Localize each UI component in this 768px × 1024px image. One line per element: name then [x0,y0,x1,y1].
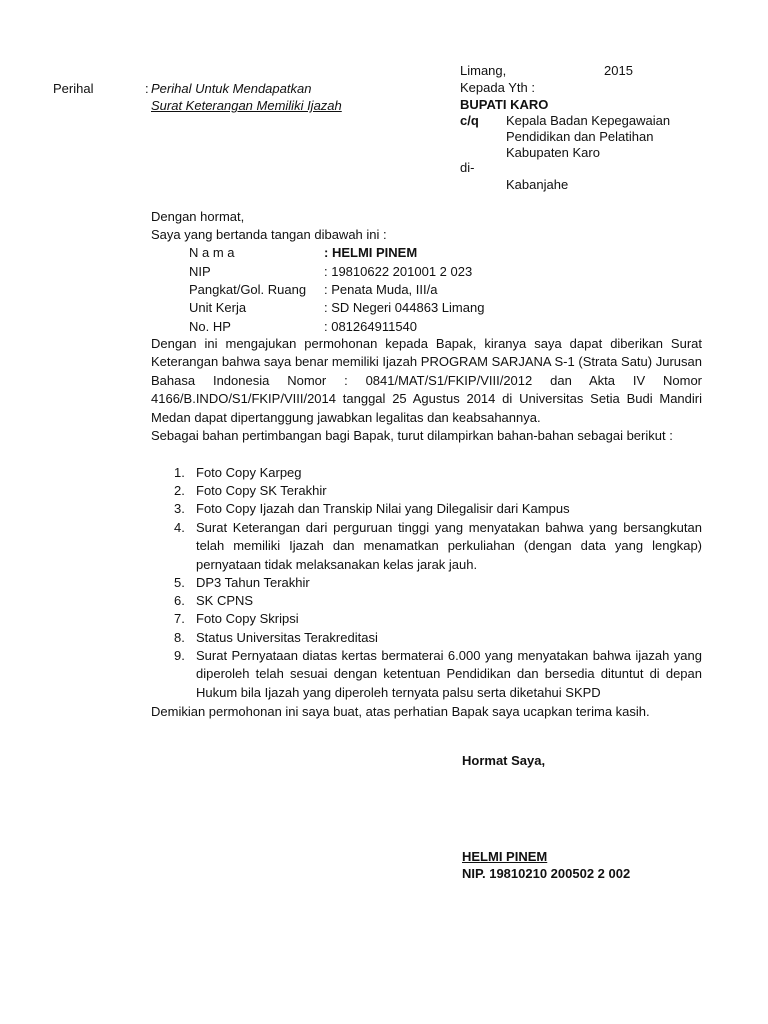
cq-label: c/q [460,113,479,128]
list-number: 4. [174,520,185,535]
field-label: NIP [189,264,211,279]
field-value: : Penata Muda, III/a [324,282,438,297]
paragraph-request: Dengan ini mengajukan permohonan kepada Bapak, kiranya saya dapat diberikan Surat Keterangan bahwa saya benar memiliki Ijazah PROGRAM SARJANA S-1 (Strata Satu) Jurusan Bahasa Indonesia Nomor : 0841/MAT/S1/FKIP/VIII/2012 dan Akta IV Nomor 4166/B.INDO/S1/FKIP/VIII/2014 tanggal 25 Agustus 2014 di Universitas Setia Budi Mandiri Medan dapat dipertanggung jawabkan legalitas dan keabsahannya. [151,336,702,425]
list-text: Surat Pernyataan diatas kertas bermaterai 6.000 yang menyatakan bahwa ijazah yang diperoleh telah sesuai dengan ketentuan Pendidikan dan bersedia dituntut di depan Hukum bila Ijazah yang diperoleh ternyata palsu serta diketahui SKPD [196,648,702,700]
di-label: di- [460,160,475,175]
list-number: 2. [174,483,185,498]
signature-salutation: Hormat Saya, [462,753,546,768]
dept-line-3: Kabupaten Karo [506,145,600,160]
intro-line: Saya yang bertanda tangan dibawah ini : [151,227,387,242]
paragraph-attachments: Sebagai bahan pertimbangan bagi Bapak, turut dilampirkan bahan-bahan sebagai berikut : [151,428,673,443]
field-label: Pangkat/Gol. Ruang [189,282,307,297]
list-number: 5. [174,575,185,590]
dept-line-1: Kepala Badan Kepegawaian [506,113,671,128]
list-number: 6. [174,593,185,608]
list-text: SK CPNS [196,593,254,608]
list-number: 1. [174,465,185,480]
perihal-label: Perihal [53,81,94,96]
field-label: No. HP [189,319,231,334]
list-number: 9. [174,648,185,663]
list-text: Foto Copy Ijazah dan Transkip Nilai yang Dilegalisir dari Kampus [196,501,570,516]
list-text: Status Universitas Terakreditasi [196,630,378,645]
perihal-line-2: Surat Keterangan Memiliki Ijazah [151,98,342,113]
greeting: Dengan hormat, [151,209,245,224]
field-label: N a m a [189,245,235,260]
perihal-colon: : [145,81,149,96]
list-number: 8. [174,630,185,645]
field-value: : HELMI PINEM [324,245,418,260]
dept-line-2: Pendidikan dan Pelatihan [506,129,654,144]
perihal-line-1: Perihal Untuk Mendapatkan [151,81,312,96]
to-label: Kepada Yth : [460,80,535,95]
list-text: Surat Keterangan dari perguruan tinggi yang menyatakan bahwa yang bersangkutan telah memiliki Ijazah dan menamatkan perkuliahan (dengan data yang lengkap) pernyataan tidak melaksanakan kelas jarak jauh. [196,520,702,572]
destination-city: Kabanjahe [506,177,569,192]
field-value: : SD Negeri 044863 Limang [324,300,485,315]
list-text: Foto Copy Skripsi [196,611,299,626]
place-date: Limang, [460,63,507,78]
letter-year: 2015 [604,63,633,78]
field-label: Unit Kerja [189,300,247,315]
signature-name: HELMI PINEM [462,849,548,864]
closing-line: Demikian permohonan ini saya buat, atas perhatian Bapak saya ucapkan terima kasih. [151,704,650,719]
recipient: BUPATI KARO [460,97,549,112]
list-text: Foto Copy Karpeg [196,465,302,480]
list-number: 3. [174,501,185,516]
signature-nip: NIP. 19810210 200502 2 002 [462,866,631,881]
list-number: 7. [174,611,185,626]
field-value: : 081264911540 [324,319,418,334]
list-text: DP3 Tahun Terakhir [196,575,310,590]
field-value: : 19810622 201001 2 023 [324,264,473,279]
list-text: Foto Copy SK Terakhir [196,483,327,498]
